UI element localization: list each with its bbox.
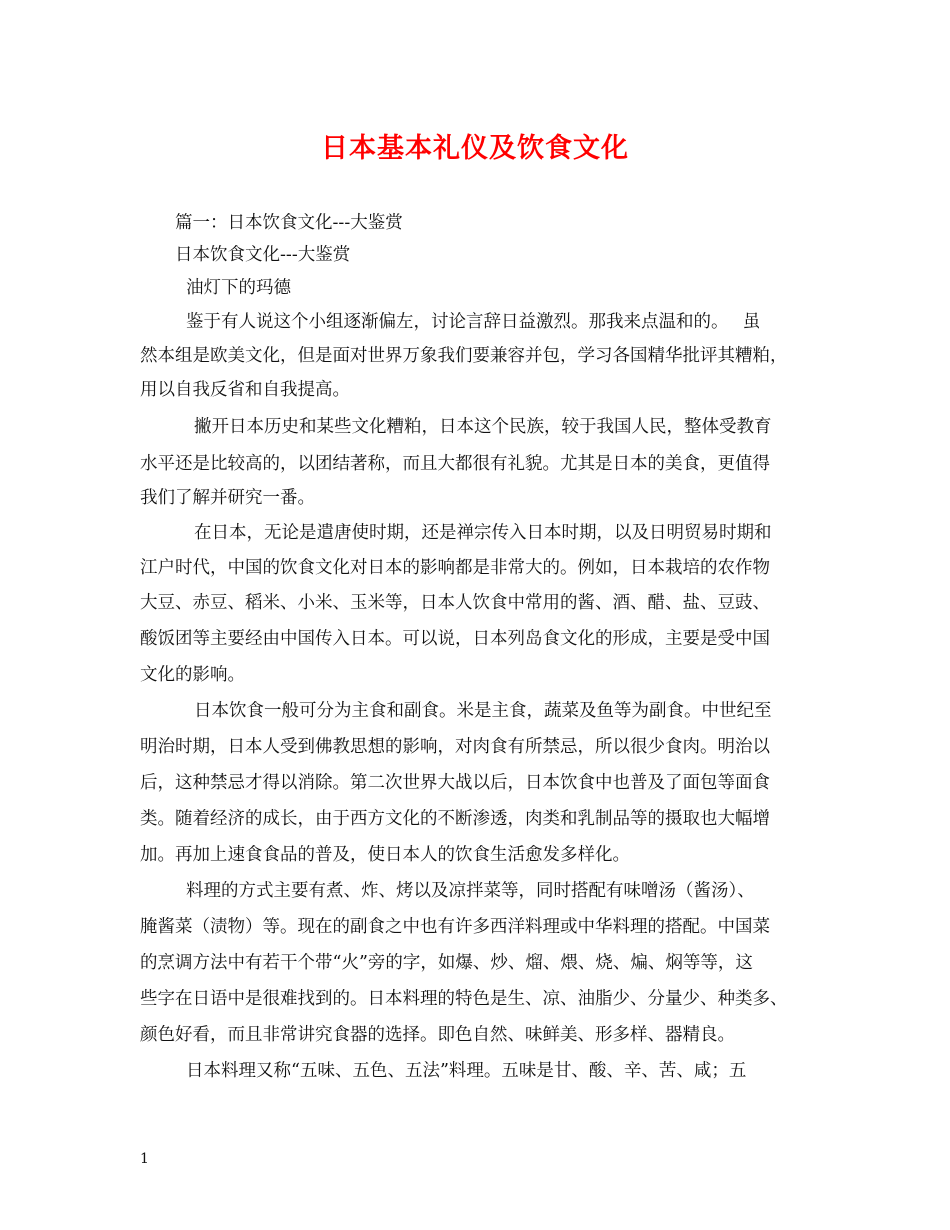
paragraph-line: 的烹调方法中有若干个带“火”旁的字，如爆、炒、熘、煨、烧、煸、焖等等，这	[140, 953, 753, 973]
paragraph-line: 鉴于有人说这个小组逐渐偏左，讨论言辞日益激烈。那我来点温和的。 虽	[186, 312, 761, 332]
paragraph-line: 颜色好看，而且非常讲究食器的选择。即色自然、味鲜美、形多样、器精良。	[140, 1025, 735, 1045]
paragraph-line: 然本组是欧美文化，但是面对世界万象我们要兼容并包，学习各国精华批评其糟粕，	[140, 346, 788, 366]
paragraph-line: 类。随着经济的成长，由于西方文化的不断渗透，肉类和乳制品等的摄取也大幅增	[140, 809, 770, 829]
paragraph-line: 腌酱菜（渍物）等。现在的副食之中也有许多西洋料理或中华料理的搭配。中国菜	[140, 917, 770, 937]
paragraph-line: 些字在日语中是很难找到的。日本料理的特色是生、凉、油脂少、分量少、种类多、	[140, 989, 788, 1009]
paragraph-line: 文化的影响。	[140, 665, 245, 685]
paragraph-line: 江户时代，中国的饮食文化对日本的影响都是非常大的。例如，日本栽培的农作物	[140, 558, 770, 578]
document-title: 日本基本礼仪及饮食文化	[321, 133, 629, 164]
paragraph-line: 日本饮食一般可分为主食和副食。米是主食，蔬菜及鱼等为副食。中世纪至	[194, 701, 772, 721]
paragraph-line: 在日本，无论是遣唐使时期，还是禅宗传入日本时期，以及日明贸易时期和	[194, 523, 772, 543]
author-line: 油灯下的玛德	[186, 278, 291, 298]
paragraph-line: 撇开日本历史和某些文化糟粕，日本这个民族，较于我国人民，整体受教育	[194, 417, 772, 437]
paragraph-line: 我们了解并研究一番。	[140, 488, 315, 508]
paragraph-line: 水平还是比较高的，以团结著称，而且大都很有礼貌。尤其是日本的美食，更值得	[140, 454, 770, 474]
paragraph-line: 加。再加上速食食品的普及，使日本人的饮食生活愈发多样化。	[140, 845, 630, 865]
paragraph-line: 用以自我反省和自我提高。	[140, 380, 350, 400]
paragraph-line: 后，这种禁忌才得以消除。第二次世界大战以后，日本饮食中也普及了面包等面食	[140, 773, 770, 793]
paragraph-line: 料理的方式主要有煮、炸、烤以及凉拌菜等，同时搭配有味噌汤（酱汤）、	[186, 881, 755, 901]
paragraph-line: 大豆、赤豆、稻米、小米、玉米等，日本人饮食中常用的酱、酒、醋、盐、豆豉、	[140, 593, 770, 613]
page-number: 1	[140, 1151, 149, 1167]
paragraph-line: 酸饭团等主要经由中国传入日本。可以说，日本列岛食文化的形成，主要是受中国	[140, 629, 770, 649]
paragraph-line: 日本料理又称“五味、五色、五法”料理。五味是甘、酸、辛、苦、咸；五	[186, 1061, 747, 1081]
article-title: 日本饮食文化---大鉴赏	[175, 245, 351, 265]
section-heading: 篇一：日本饮食文化---大鉴赏	[175, 213, 403, 233]
paragraph-line: 明治时期，日本人受到佛教思想的影响，对肉食有所禁忌，所以很少食肉。明治以	[140, 737, 770, 757]
